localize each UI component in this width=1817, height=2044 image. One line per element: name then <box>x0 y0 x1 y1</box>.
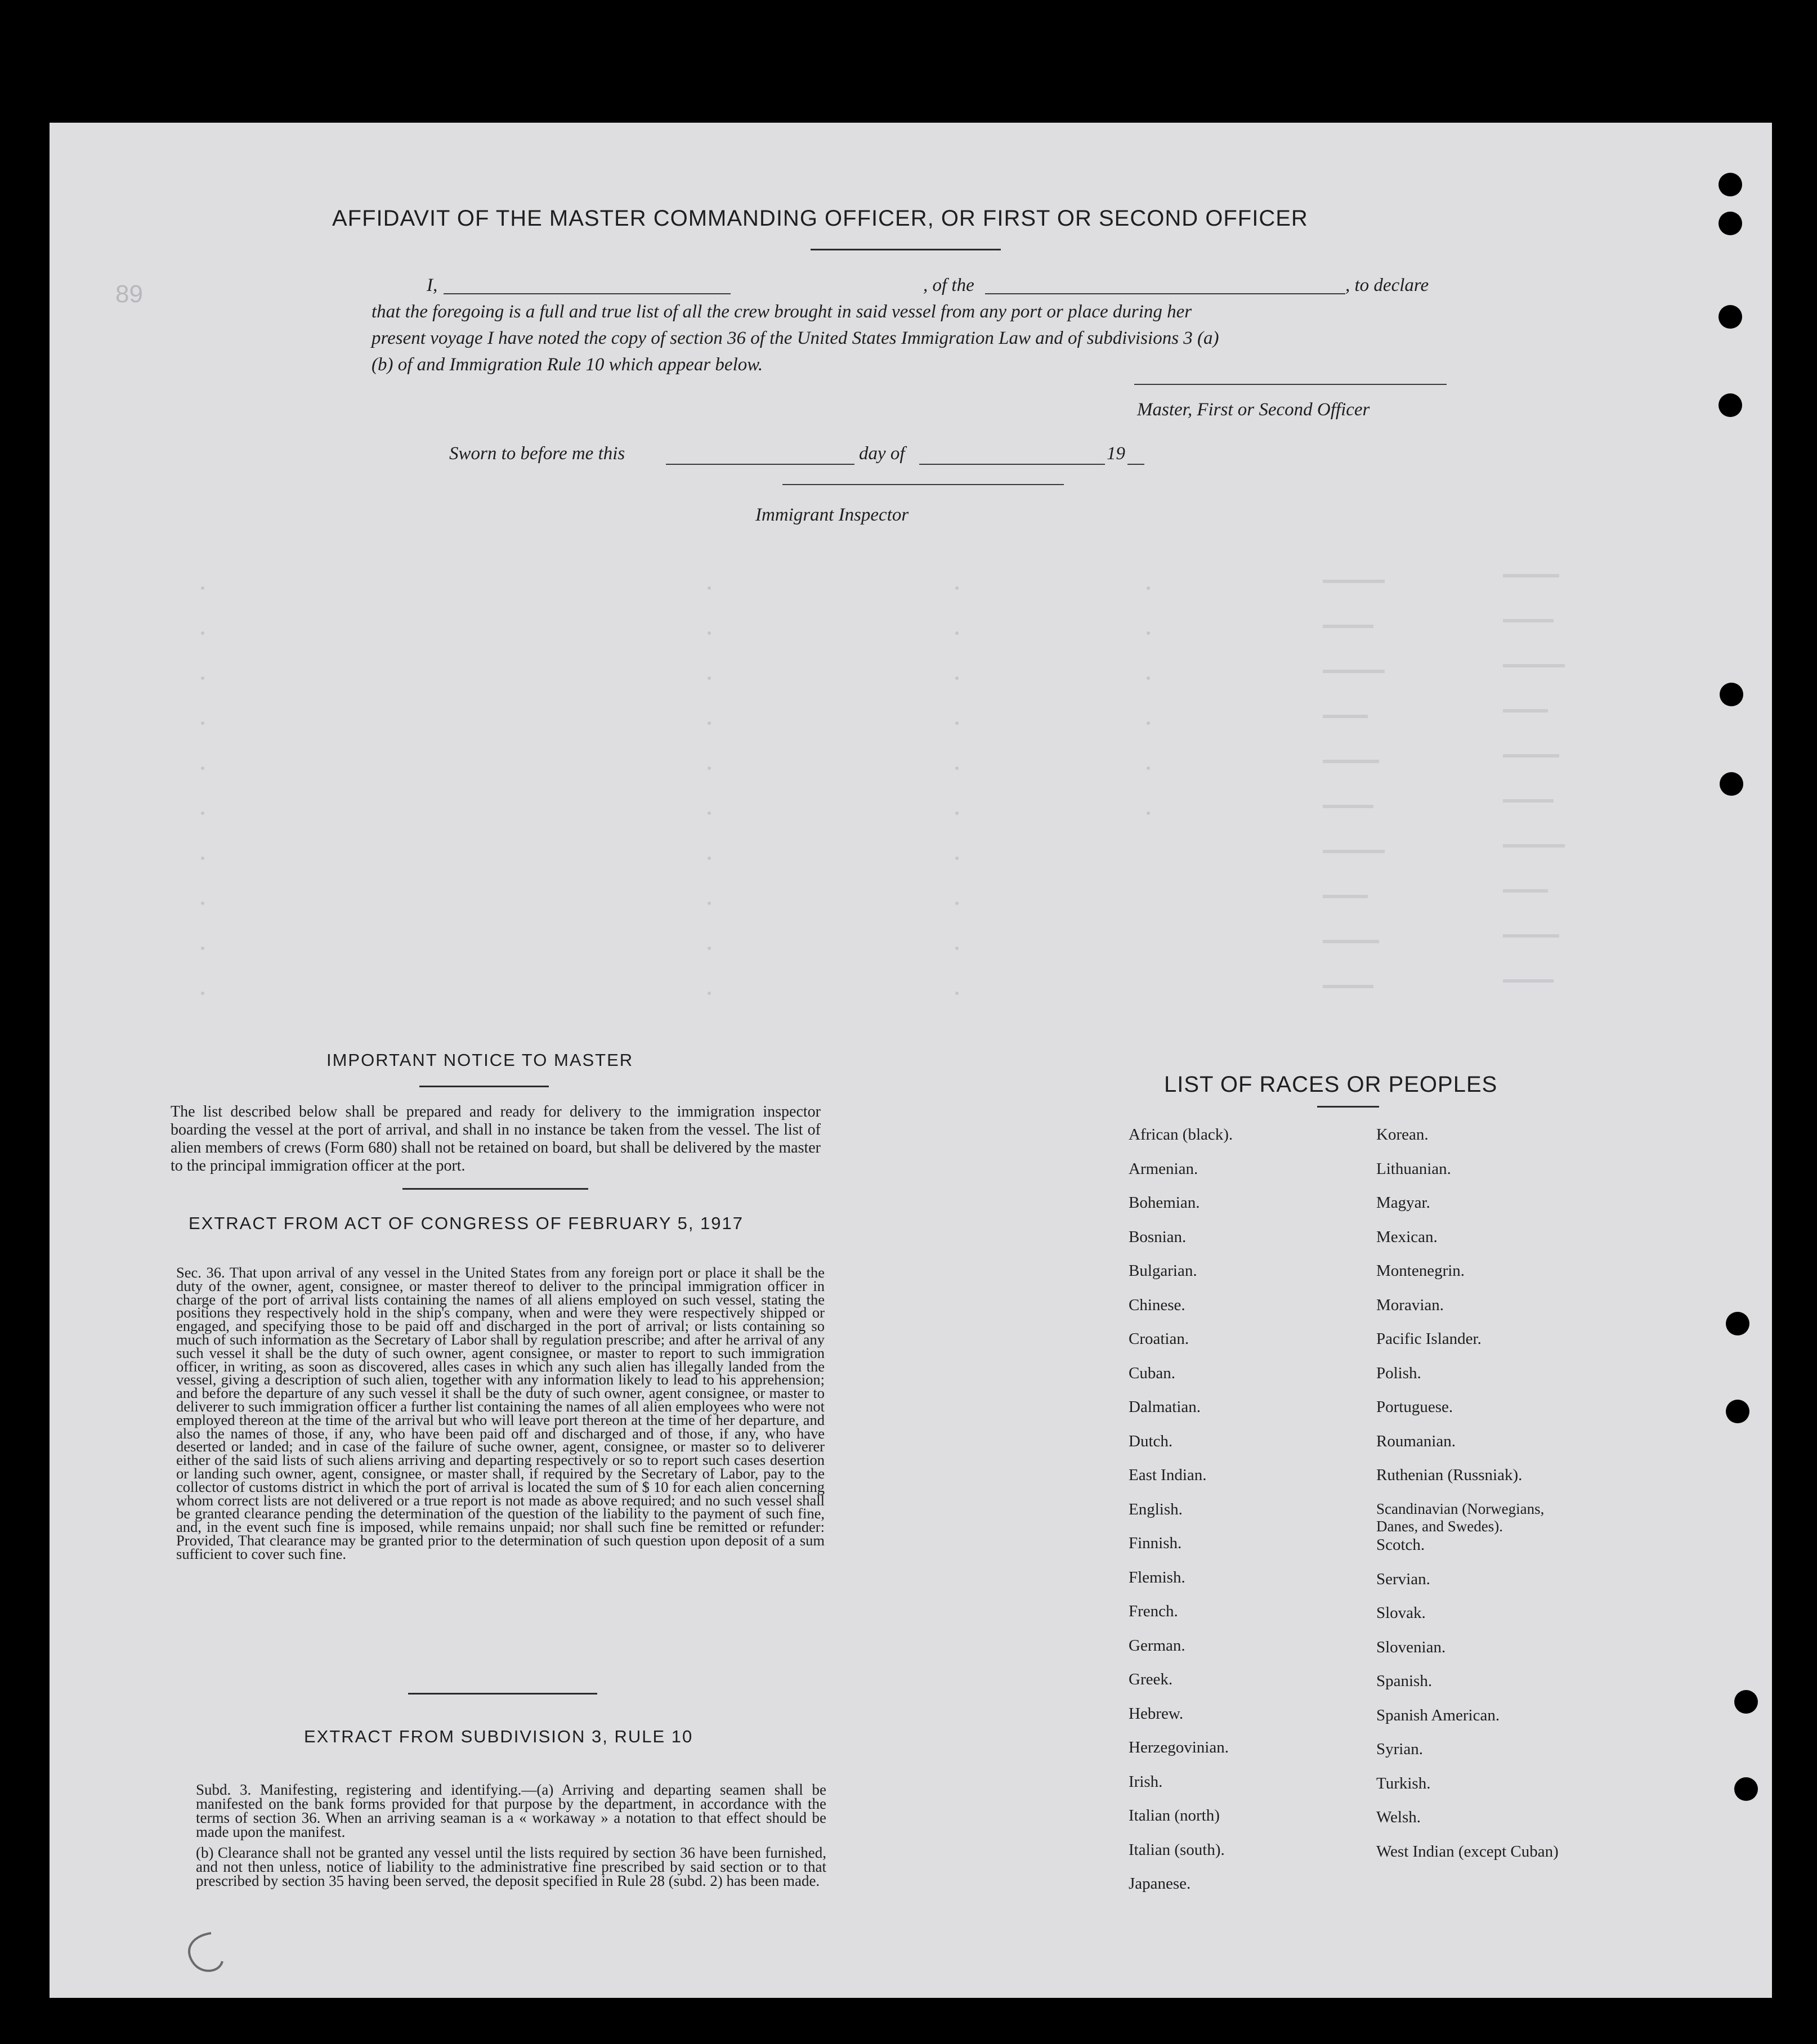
punch-hole <box>1718 305 1742 329</box>
race-item: African (black). <box>1129 1126 1233 1144</box>
race-item: Bosnian. <box>1129 1227 1187 1246</box>
race-item: Lithuanian. <box>1376 1159 1451 1178</box>
races-title: LIST OF RACES OR PEOPLES <box>1164 1072 1498 1097</box>
race-item: Dutch. <box>1129 1432 1173 1450</box>
rule-extract-title: EXTRACT FROM SUBDIVISION 3, RULE 10 <box>304 1727 693 1746</box>
race-item: Moravian. <box>1376 1296 1444 1314</box>
affidavit-line-2: that the foregoing is a full and true list of all the crew brought in said vessel from any port or place during her <box>372 302 1192 322</box>
year-prefix: 19 <box>1107 443 1125 464</box>
race-item: Polish. <box>1376 1364 1421 1382</box>
race-item: Turkish. <box>1376 1774 1431 1792</box>
act-bottom-rule <box>408 1693 597 1695</box>
notice-text: The list described below shall be prepared and ready for delivery to the immigration inspector boarding the vessel at the port of arrival, and shall in no instance be taken from the vessel. The list of alien members of crews (Form 680) shall not be retained on board, but shall be delivered by the master to the principal immigration officer at the port. <box>171 1103 821 1175</box>
race-item: Slovenian. <box>1376 1638 1446 1656</box>
to-declare-label: , to declare <box>1345 275 1429 295</box>
rule-extract-para-a: Subd. 3. Manifesting, registering and identifying.—(a) Arriving and departing seamen shall be manifested on the bank forms provided for that purpose by the department, in accordance with the terms of section 36. When an arriving seaman is a « workaway » a notation to that effect should be made upon the manifest. <box>196 1781 826 1840</box>
affidavit-line-1 <box>372 272 1443 299</box>
race-item: Scandinavian (Norwegians, Danes, and Swedes). <box>1376 1500 1545 1535</box>
signature-caption: Master, First or Second Officer <box>1137 400 1370 420</box>
race-item: Welsh. <box>1376 1808 1421 1826</box>
month-blank <box>919 464 1105 465</box>
race-item: Armenian. <box>1129 1159 1198 1178</box>
affidavit-line-4: (b) of and Immigration Rule 10 which appear below. <box>372 355 763 375</box>
act-extract-text: Sec. 36. That upon arrival of any vessel in the United States from any foreign port or place it shall be the duty of the owner, agent, consignee, or master thereof to deliver to the principal immigration officer in charge of the port of arrival lists containing the names of all aliens employed on such vessel, stating the positions they respectively hold in the ship's company, when and were they were respectively shipped or engaged, and specifying those to be paid off and discharged in the port of arrival; or lists containing so much of such information as the Secretary of Labor shall by regulation prescribe; and after he arrival of any such vessel it shall be the duty of such owner, agent consignee, or master to report to such immigration officer, in writing, as soon as discovered, alles cases in which any such alien has illegally landed from the vessel, giving a description of such alien, together with any information likely to lead to his apprehension; and before the departure of any such vessel it shall be the duty of such owner, agent consignee, or master to deliverer to such immigration officer a further list containing the names of all alien employees who were not employed thereon at the time of the arrival but who will leave port thereon at the time of her departure, and also the names of those, if any, who have been paid off and discharged and of those, if any, who have deserted or landed; and in case of the failure of suche owner, agent, consignee, or master so to deliverer either of the said lists of such aliens arriving and departing respectively or so to report such cases desertion or landing such owner, agent, consignee, or master shall, if required by the Secretary of Labor, pay to the collector of customs district in which the port of arrival is located the sum of $ 10 for each alien concerning whom correct lists are not delivered or a true report is not made as above required; and no such vessel shall be granted clearance pending the determination of the question of the liability to the payment of such fine, and, in the event such fine is imposed, while remains unpaid; nor shall such fine be remitted or refunder: Provided, That clearance may be granted prior to the determination of such question upon deposit of a sum sufficient to cover such fine. <box>176 1264 825 1562</box>
sworn-day-blank <box>666 464 854 465</box>
act-extract-title: EXTRACT FROM ACT OF CONGRESS OF FEBRUARY 5, 1917 <box>189 1213 744 1233</box>
punch-hole <box>1720 683 1743 706</box>
margin-number: 89 <box>115 280 143 308</box>
race-item: East Indian. <box>1129 1466 1207 1484</box>
vessel-blank <box>985 293 1345 294</box>
punch-hole <box>1726 1312 1749 1335</box>
punch-hole <box>1726 1400 1749 1423</box>
race-item: Dalmatian. <box>1129 1398 1201 1416</box>
race-item: French. <box>1129 1602 1178 1620</box>
punch-hole <box>1734 1777 1758 1801</box>
race-item: Finnish. <box>1129 1534 1182 1552</box>
affidavit-text <box>372 272 1443 378</box>
title-underline <box>811 249 1001 250</box>
race-item: Spanish. <box>1376 1672 1433 1690</box>
sworn-label: Sworn to before me this <box>449 443 625 464</box>
handwritten-mark <box>169 1925 236 1987</box>
bleed-through-marks <box>169 563 1632 1041</box>
race-item: Italian (south). <box>1129 1840 1225 1859</box>
affidavit-line-3: present voyage I have noted the copy of section 36 of the United States Immigration Law and of subdivisions 3 (a) <box>372 328 1219 348</box>
race-item: Greek. <box>1129 1670 1173 1688</box>
race-item: Scotch. <box>1376 1536 1425 1554</box>
inspector-caption: Immigrant Inspector <box>755 505 909 525</box>
race-item: Cuban. <box>1129 1364 1175 1382</box>
race-item: Italian (north) <box>1129 1807 1220 1825</box>
inspector-signature-line <box>782 484 1064 485</box>
race-item: Spanish American. <box>1376 1706 1500 1724</box>
rule-extract-para-b: (b) Clearance shall not be granted any vessel until the lists required by section 36 have been furnished, and not then unless, notice of liability to the administrative fine prescribed by said section or to that prescribed by section 35 having been served, the deposit specified in Rule 28 (subd. 2) has been made. <box>196 1844 826 1889</box>
notice-bottom-rule <box>402 1188 588 1190</box>
punch-hole <box>1734 1690 1758 1714</box>
race-item: Flemish. <box>1129 1568 1185 1586</box>
day-of-label: day of <box>859 443 905 464</box>
race-item: English. <box>1129 1500 1183 1518</box>
race-item: Slovak. <box>1376 1604 1426 1622</box>
race-item: Magyar. <box>1376 1194 1430 1212</box>
race-item: Roumanian. <box>1376 1432 1456 1450</box>
race-item: Hebrew. <box>1129 1704 1184 1723</box>
race-item: Portuguese. <box>1376 1398 1453 1416</box>
signature-line <box>1134 384 1447 385</box>
races-underline <box>1317 1106 1379 1108</box>
i-label: I, <box>427 275 438 295</box>
affidavit-title: AFFIDAVIT OF THE MASTER COMMANDING OFFICER, OR FIRST OR SECOND OFFICER <box>332 206 1308 231</box>
race-item: Pacific Islander. <box>1376 1330 1482 1348</box>
race-item: Japanese. <box>1129 1875 1191 1893</box>
race-item: West Indian (except Cuban) <box>1376 1842 1559 1861</box>
race-item: Chinese. <box>1129 1296 1185 1314</box>
notice-underline <box>419 1086 549 1087</box>
race-item: Ruthenian (Russniak). <box>1376 1466 1523 1484</box>
race-item: Syrian. <box>1376 1740 1423 1758</box>
year-blank <box>1127 464 1144 465</box>
name-blank <box>444 293 731 294</box>
notice-title: IMPORTANT NOTICE TO MASTER <box>326 1050 634 1070</box>
race-item: Irish. <box>1129 1772 1163 1791</box>
sworn-line <box>449 443 1153 472</box>
race-item: German. <box>1129 1636 1185 1655</box>
of-the-label: , of the <box>923 275 974 295</box>
punch-hole <box>1720 772 1743 796</box>
document-page <box>50 123 1772 1998</box>
race-item: Mexican. <box>1376 1227 1438 1246</box>
race-item: Korean. <box>1376 1126 1429 1144</box>
race-item: Croatian. <box>1129 1330 1189 1348</box>
race-item: Montenegrin. <box>1376 1262 1465 1280</box>
race-item: Bulgarian. <box>1129 1262 1197 1280</box>
race-item: Bohemian. <box>1129 1194 1200 1212</box>
race-item: Herzegovinian. <box>1129 1738 1229 1756</box>
punch-hole <box>1718 393 1742 417</box>
punch-hole <box>1718 173 1742 196</box>
race-item: Servian. <box>1376 1570 1430 1588</box>
punch-hole <box>1718 212 1742 235</box>
